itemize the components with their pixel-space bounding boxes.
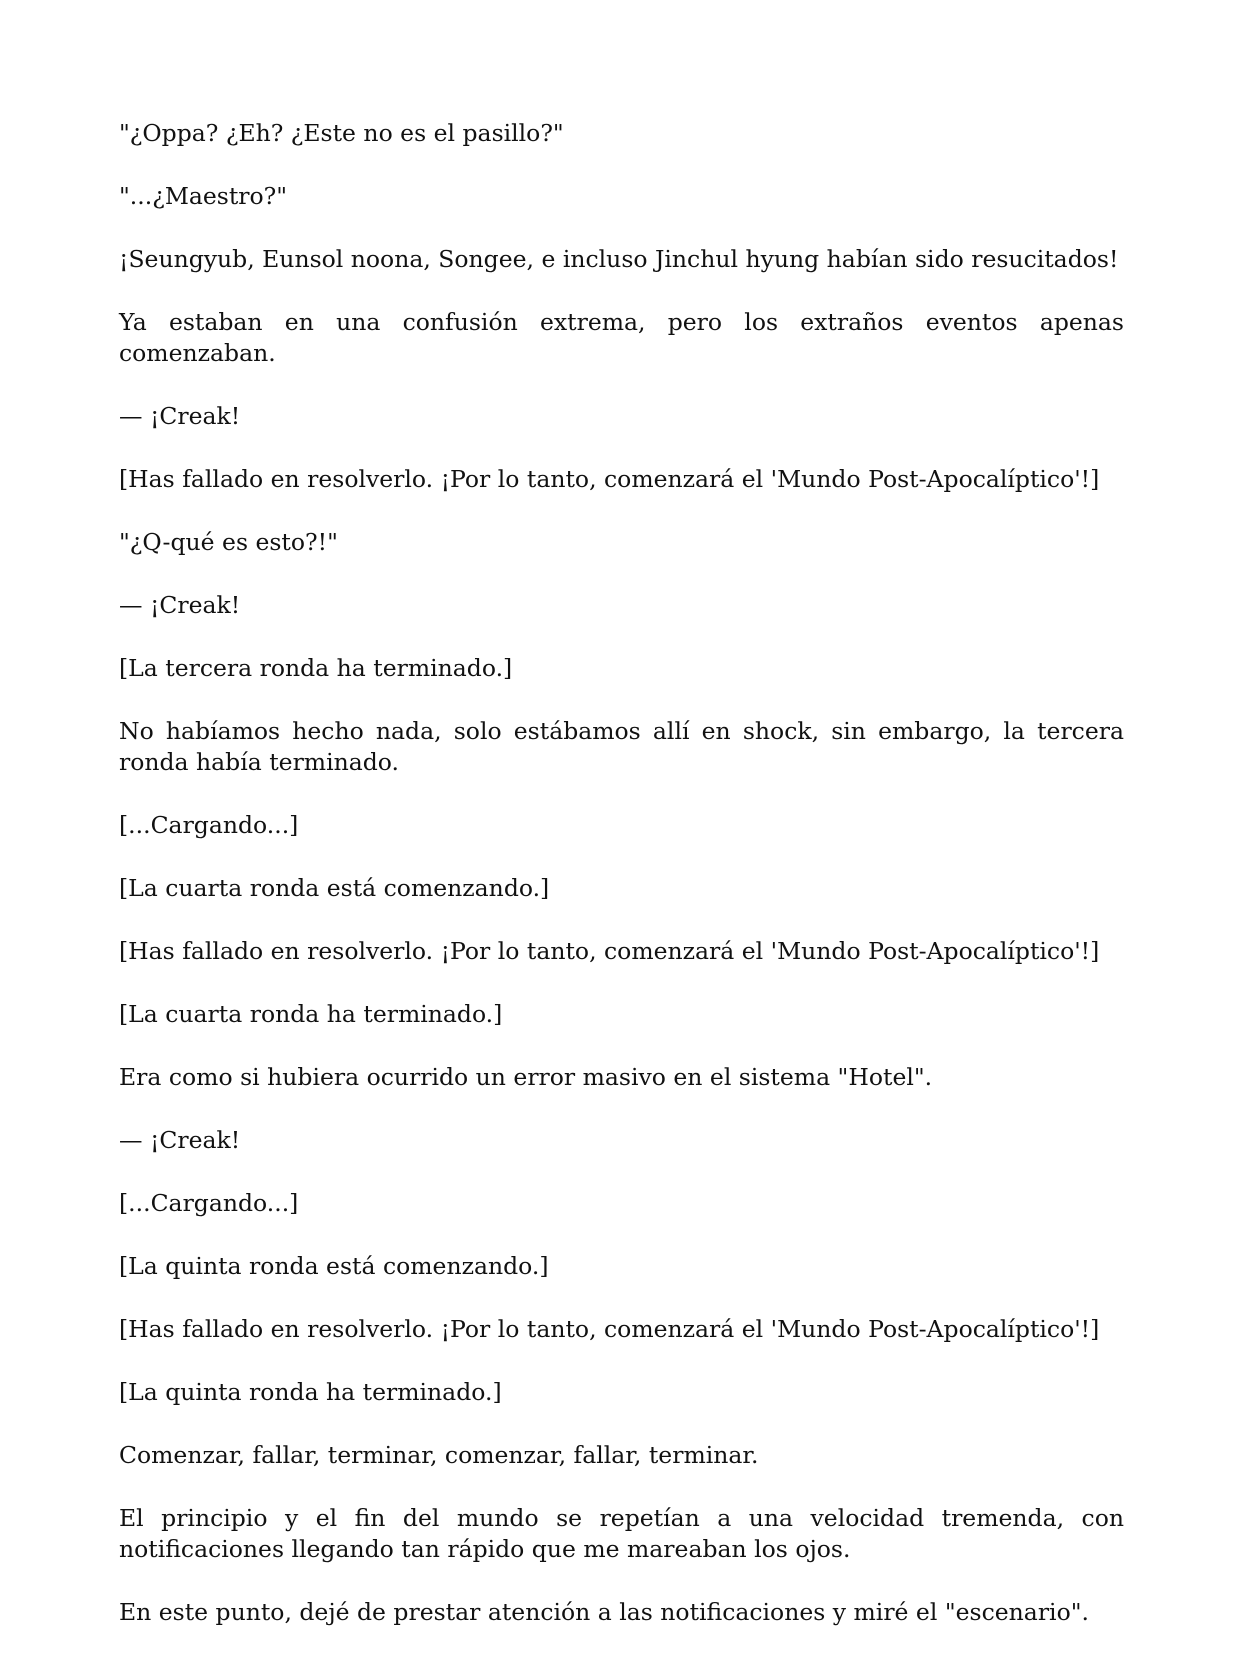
text-column [119, 118, 1124, 1660]
paragraph-system-failed: [Has fallado en resolverlo. ¡Por lo tanto, comenzará el 'Mundo Post-Apocalíptico'!] [119, 465, 1100, 493]
paragraph-sound-creak: — ¡Creak! [119, 591, 241, 619]
paragraph-system-third-ended: [La tercera ronda ha terminado.] [119, 654, 513, 682]
paragraph-system-failed: [Has fallado en resolverlo. ¡Por lo tanto, comenzará el 'Mundo Post-Apocalíptico'!] [119, 937, 1100, 965]
paragraph-system-failed: [Has fallado en resolverlo. ¡Por lo tanto, comenzará el 'Mundo Post-Apocalíptico'!] [119, 1315, 1100, 1343]
paragraph-sound-creak: — ¡Creak! [119, 1126, 241, 1154]
paragraph-hotel-error: Era como si hubiera ocurrido un error masivo en el sistema "Hotel". [119, 1063, 933, 1091]
paragraph-system-loading: [...Cargando...] [119, 811, 299, 839]
paragraph-system-fourth-start: [La cuarta ronda está comenzando.] [119, 874, 550, 902]
paragraph-system-fifth-start: [La quinta ronda está comenzando.] [119, 1252, 549, 1280]
paragraph-confusion: Ya estaban en una confusión extrema, pero los extraños eventos apenas comenzaban. [119, 308, 1124, 367]
paragraph-system-loading: [...Cargando...] [119, 1189, 299, 1217]
paragraph-dialogue-oppa: "¿Oppa? ¿Eh? ¿Este no es el pasillo?" [119, 119, 564, 147]
paragraph-scenario: En este punto, dejé de prestar atención a las notificaciones y miré el "escenario". [119, 1598, 1089, 1626]
paragraph-system-fourth-ended: [La cuarta ronda ha terminado.] [119, 1000, 503, 1028]
paragraph-shock: No habíamos hecho nada, solo estábamos allí en shock, sin embargo, la tercera ronda había terminado. [119, 717, 1124, 776]
paragraph-sound-creak: — ¡Creak! [119, 402, 241, 430]
paragraph-cycle: Comenzar, fallar, terminar, comenzar, fallar, terminar. [119, 1441, 759, 1469]
paragraph-dialogue-what: "¿Q-qué es esto?!" [119, 528, 338, 556]
paragraph-system-fifth-ended: [La quinta ronda ha terminado.] [119, 1378, 502, 1406]
paragraph-resurrection: ¡Seungyub, Eunsol noona, Songee, e incluso Jinchul hyung habían sido resucitados! [119, 245, 1119, 273]
paragraph-world-repeat: El principio y el fin del mundo se repetían a una velocidad tremenda, con notificaciones llegando tan rápido que me mareaban los ojos. [119, 1504, 1124, 1563]
paragraph-dialogue-maestro: "...¿Maestro?" [119, 182, 288, 210]
